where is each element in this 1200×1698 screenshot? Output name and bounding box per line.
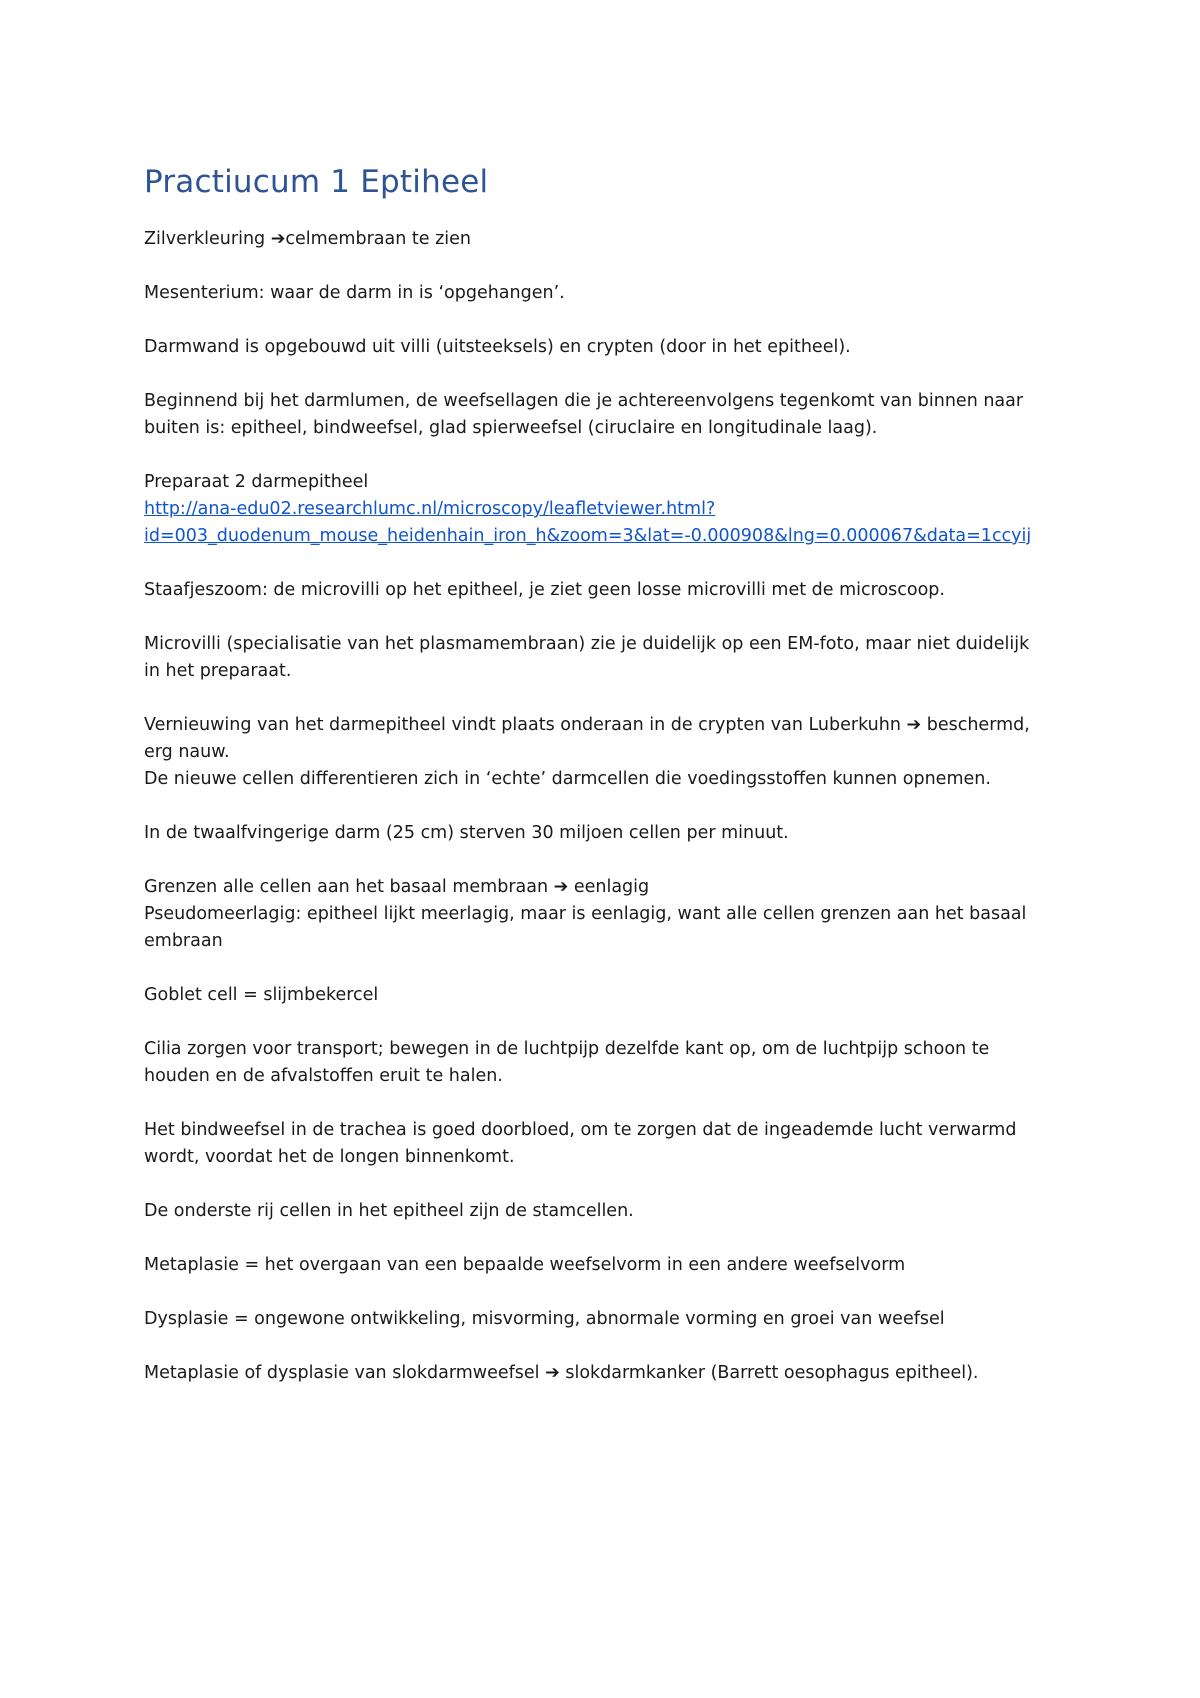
text-line: buiten is: epitheel, bindweefsel, glad spierweefsel (ciruclaire en longitudinale laag). [144, 418, 878, 438]
text-line: Vernieuwing van het darmepitheel vindt plaats onderaan in de crypten van Luberkuhn ➔ beschermd, [144, 715, 1030, 735]
text-line: Preparaat 2 darmepitheel [144, 472, 369, 492]
text-line: Grenzen alle cellen aan het basaal membraan ➔ eenlagig [144, 877, 650, 897]
document-body [144, 226, 1064, 1387]
paragraph [144, 1252, 1064, 1279]
paragraph [144, 388, 1064, 442]
paragraph [144, 577, 1064, 604]
text-line: Staafjeszoom: de microvilli op het epitheel, je ziet geen losse microvilli met de microscoop. [144, 580, 945, 600]
paragraph [144, 712, 1064, 793]
microscopy-link[interactable] [144, 496, 1064, 550]
paragraph [144, 226, 1064, 253]
text-line: Beginnend bij het darmlumen, de weefsellagen die je achtereenvolgens tegenkomt van binnen naar [144, 391, 1024, 411]
paragraph [144, 1117, 1064, 1171]
paragraph [144, 1360, 1064, 1387]
text-line: Microvilli (specialisatie van het plasmamembraan) zie je duidelijk op een EM-foto, maar niet duidelijk [144, 634, 1030, 654]
text-line: Metaplasie of dysplasie van slokdarmweefsel ➔ slokdarmkanker (Barrett oesophagus epitheel). [144, 1363, 979, 1383]
paragraph [144, 1036, 1064, 1090]
paragraph [144, 820, 1064, 847]
document-page [144, 162, 1064, 1414]
link-line[interactable]: http://ana-edu02.researchlumc.nl/microscopy/leafletviewer.html? [144, 499, 716, 519]
link-line[interactable]: id=003_duodenum_mouse_heidenhain_iron_h&zoom=3&lat=-0.000908&lng=0.000067&data=1ccyij [144, 526, 1032, 546]
text-line: Cilia zorgen voor transport; bewegen in de luchtpijp dezelfde kant op, om de luchtpijp schoon te [144, 1039, 990, 1059]
text-line: houden en de afvalstoffen eruit te halen. [144, 1066, 503, 1086]
paragraph [144, 1198, 1064, 1225]
text-line: Zilverkleuring ➔celmembraan te zien [144, 229, 471, 249]
paragraph [144, 874, 1064, 955]
text-line: Goblet cell = slijmbekercel [144, 985, 379, 1005]
paragraph [144, 631, 1064, 685]
paragraph [144, 1306, 1064, 1333]
text-line: In de twaalfvingerige darm (25 cm) sterven 30 miljoen cellen per minuut. [144, 823, 789, 843]
text-line: Metaplasie = het overgaan van een bepaalde weefselvorm in een andere weefselvorm [144, 1255, 906, 1275]
text-line: Dysplasie = ongewone ontwikkeling, misvorming, abnormale vorming en groei van weefsel [144, 1309, 945, 1329]
text-line: De onderste rij cellen in het epitheel zijn de stamcellen. [144, 1201, 634, 1221]
document-title: Practiucum 1 Eptiheel [144, 164, 489, 200]
text-line: De nieuwe cellen differentieren zich in ‘echte’ darmcellen die voedingsstoffen kunnen opnemen. [144, 769, 991, 789]
text-line: wordt, voordat het de longen binnenkomt. [144, 1147, 515, 1167]
text-line: embraan [144, 931, 223, 951]
paragraph [144, 334, 1064, 361]
paragraph [144, 982, 1064, 1009]
text-line: Darmwand is opgebouwd uit villi (uitsteeksels) en crypten (door in het epitheel). [144, 337, 851, 357]
paragraph [144, 469, 1064, 550]
text-line: Het bindweefsel in de trachea is goed doorbloed, om te zorgen dat de ingeademde lucht verwarmd [144, 1120, 1017, 1140]
text-line: in het preparaat. [144, 661, 292, 681]
paragraph [144, 280, 1064, 307]
text-line: Pseudomeerlagig: epitheel lijkt meerlagig, maar is eenlagig, want alle cellen grenzen aan het basaal [144, 904, 1027, 924]
text-line: erg nauw. [144, 742, 230, 762]
text-line: Mesenterium: waar de darm in is ‘opgehangen’. [144, 283, 565, 303]
